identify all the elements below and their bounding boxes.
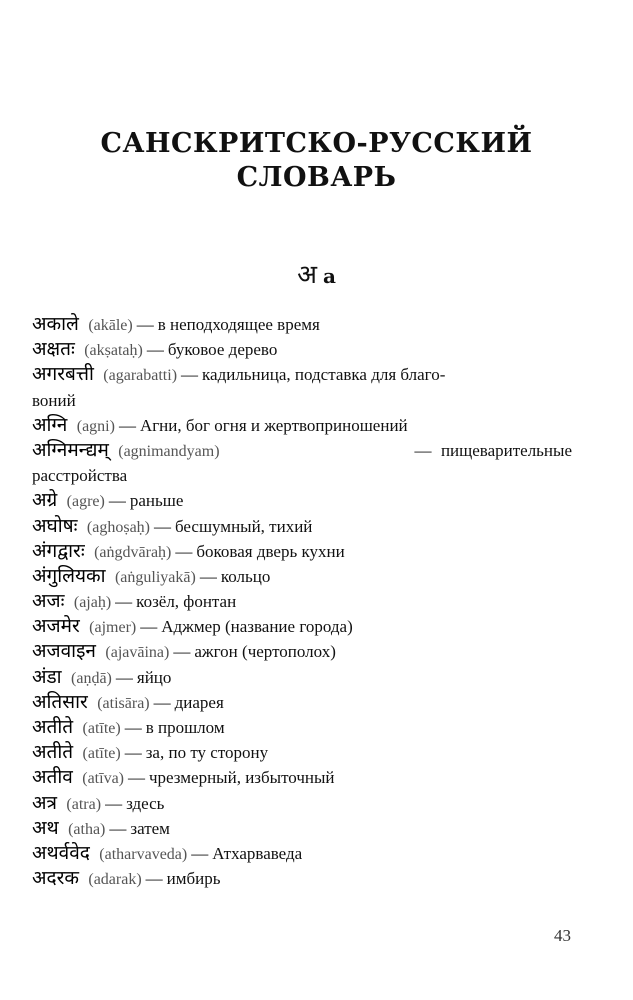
section-letter-devanagari: अ: [297, 260, 317, 290]
entry-transliteration: (atra): [66, 795, 102, 813]
entry-transliteration: (aṅgdvāraḥ): [94, 543, 172, 561]
dictionary-entry: [32, 715, 572, 740]
dictionary-entry: [32, 791, 572, 816]
entry-transliteration: (agre): [66, 493, 105, 511]
page-title-line-1: САНСКРИТСКО-РУССКИЙ: [100, 128, 533, 159]
entry-dash: —: [414, 440, 432, 460]
dictionary-entry: [32, 639, 572, 664]
entry-dash: —: [115, 667, 133, 687]
entry-dash: —: [199, 566, 217, 586]
entry-gloss: Аджмер (название города): [161, 617, 353, 637]
entry-transliteration: (aṅguliyakā): [114, 568, 196, 586]
entry-dash: —: [118, 415, 136, 435]
entry-transliteration: (akṣataḥ): [84, 342, 143, 360]
entry-dash: —: [146, 340, 164, 360]
entry-transliteration: (atīva): [82, 770, 124, 788]
entry-dash: —: [145, 869, 163, 889]
page-number: 43: [554, 926, 571, 945]
entry-dash: —: [124, 718, 142, 737]
entry-gloss: диарея: [174, 692, 224, 712]
dictionary-entry: [32, 589, 572, 614]
dictionary-entry: [32, 413, 572, 438]
entry-headword: अतीते: [32, 716, 74, 738]
dictionary-entry: [32, 564, 572, 589]
entry-transliteration: (ajmer): [89, 619, 137, 637]
entry-dash: —: [173, 642, 191, 662]
entry-gloss: кольцо: [220, 566, 271, 586]
entry-transliteration: (akāle): [88, 317, 133, 334]
entry-gloss: кадильница, подставка для благо-: [202, 365, 446, 385]
page-title-line-2: СЛОВАРЬ: [236, 162, 397, 193]
entry-gloss: раньше: [129, 491, 184, 511]
section-letter-latin: a: [322, 264, 336, 288]
dictionary-entry: [32, 841, 572, 866]
entry-dash: —: [128, 768, 145, 788]
dictionary-entry: [32, 312, 572, 337]
entry-transliteration: (agni): [76, 417, 115, 435]
entry-dash: —: [115, 592, 133, 612]
entry-transliteration: (agarabatti): [103, 367, 178, 385]
dictionary-entry: [32, 866, 572, 891]
entry-dash: —: [109, 818, 127, 838]
entry-transliteration: (aghoṣaḥ): [86, 518, 150, 536]
entry-headword: अघोषः: [32, 514, 78, 537]
entry-dash: —: [108, 491, 126, 511]
section-heading: [0, 258, 633, 293]
entry-transliteration: (atharvaveda): [99, 845, 188, 863]
entry-gloss-continuation: воний: [32, 390, 76, 410]
entry-dash: —: [105, 793, 123, 813]
entry-gloss: бесшумный, тихий: [175, 516, 313, 536]
entry-transliteration: (atha): [68, 820, 106, 838]
dictionary-entry: [32, 740, 572, 765]
entry-gloss: ажгон (чертополох): [194, 642, 336, 662]
entry-headword: अजमेर: [32, 615, 80, 638]
entry-gloss: козёл, фонтан: [136, 592, 237, 612]
entry-headword: अदरक: [32, 867, 79, 890]
entry-headword: अंगद्वारः: [32, 539, 85, 562]
entry-headword: अतीते: [32, 741, 74, 764]
entry-dash: —: [175, 541, 193, 561]
entry-gloss: здесь: [126, 793, 165, 813]
dictionary-entry: [32, 362, 572, 387]
dictionary-entry: [32, 690, 572, 715]
entry-transliteration: (atīte): [82, 745, 121, 763]
entry-headword: अतिसार: [32, 690, 88, 713]
entry-dash: —: [181, 365, 199, 385]
entry-gloss: яйцо: [136, 667, 172, 687]
entry-gloss: Агни, бог огня и жертвоприношений: [139, 415, 408, 435]
entry-gloss: чрезмерный, избыточный: [149, 768, 335, 788]
dictionary-entry: [32, 765, 572, 790]
entry-headword: अग्नि: [32, 413, 68, 436]
dictionary-entry: [32, 539, 572, 564]
entry-gloss: за, по ту сторону: [145, 743, 269, 763]
entry-headword: अंडा: [32, 665, 62, 688]
dictionary-entry: [32, 514, 572, 539]
entry-gloss: в неподходящее время: [157, 315, 320, 334]
entry-headword: अथर्ववेद: [32, 841, 90, 864]
entry-headword: अकाले: [32, 313, 79, 335]
entry-list: [32, 312, 572, 891]
entry-headword: अगरबत्ती: [32, 363, 94, 386]
entry-gloss: боковая дверь кухни: [196, 541, 345, 561]
entry-headword: अथ: [32, 816, 59, 839]
dictionary-entry: [32, 665, 572, 690]
entry-transliteration: (aṇḍā): [71, 669, 112, 687]
entry-transliteration: (atisāra): [97, 694, 150, 712]
entry-transliteration: (adarak): [88, 871, 142, 889]
entry-dash: —: [140, 617, 158, 637]
entry-headword: अतीव: [32, 766, 73, 789]
entry-dash: —: [154, 516, 171, 536]
entry-dash: —: [124, 743, 142, 763]
entry-transliteration: (ajavāina): [105, 644, 170, 662]
dictionary-entry: [32, 438, 572, 463]
entry-transliteration: (ajaḥ): [73, 594, 112, 612]
entry-gloss: имбирь: [166, 869, 221, 889]
dictionary-entry: [32, 816, 572, 841]
entry-headword: अंगुलियका: [32, 564, 106, 587]
entry-dash: —: [136, 315, 154, 334]
entry-transliteration: (atīte): [82, 720, 121, 737]
entry-transliteration: (agnimandyam): [118, 442, 220, 460]
entry-gloss: в прошлом: [145, 718, 225, 737]
entry-gloss-continuation: расстройства: [32, 466, 128, 486]
entry-headword: अक्षतः: [32, 338, 75, 361]
dictionary-entry: [32, 337, 572, 362]
entry-dash: —: [191, 843, 209, 863]
entry-gloss: буковое дерево: [167, 340, 278, 360]
entry-headword: अग्रे: [32, 489, 58, 512]
entry-headword: अजवाइन: [32, 640, 96, 663]
dictionary-entry: [32, 488, 572, 513]
entry-gloss: Атхарваведа: [212, 843, 303, 863]
dictionary-entry: [32, 614, 572, 639]
entry-headword: अग्निमन्द्यम्: [32, 438, 109, 461]
entry-headword: अत्र: [32, 791, 58, 814]
entry-gloss: затем: [130, 818, 170, 838]
entry-headword: अजः: [32, 590, 65, 613]
entry-gloss: пищеварительные: [440, 440, 572, 460]
entry-dash: —: [153, 692, 171, 712]
